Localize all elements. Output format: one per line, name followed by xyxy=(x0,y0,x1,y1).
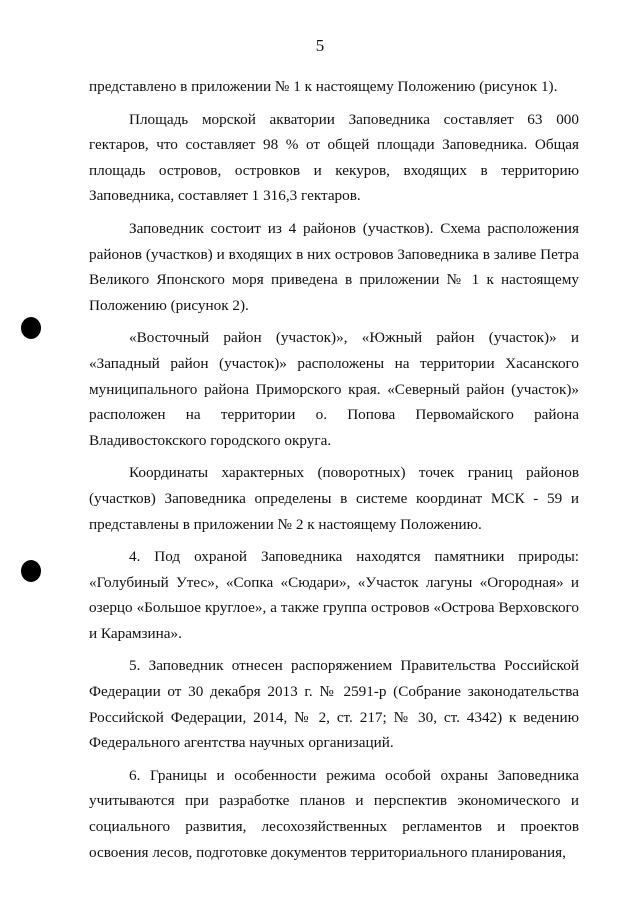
document-body xyxy=(89,74,579,872)
paragraph: представлено в приложении № 1 к настоящему Положению (рисунок 1). xyxy=(89,78,558,95)
paragraph: Заповедник состоит из 4 районов (участков). Схема расположения районов (участков) и входящих в них островов Заповедника в заливе Петра Великого Японского моря приведена в приложении № 1 к настоящему Положению (рисунок 2). xyxy=(89,219,579,314)
punch-hole xyxy=(21,317,41,339)
paragraph: 6. Границы и особенности режима особой охраны Заповедника учитываются при разработке планов и перспектив экономического и социального развития, лесохозяйственных регламентов и проектов освоения лесов, подготовке документов территориального планирования, xyxy=(89,766,579,861)
paragraph: Координаты характерных (поворотных) точек границ районов (участков) Заповедника определены в системе координат МСК - 59 и представлены в приложении № 2 к настоящему Положению. xyxy=(89,464,579,533)
paragraph: Площадь морской акватории Заповедника составляет 63 000 гектаров, что составляет 98 % от общей площади Заповедника. Общая площадь островов, островков и кекуров, входящих в территорию Заповедника, составляет 1 316,3 гектаров. xyxy=(89,110,579,205)
paragraph: «Восточный район (участок)», «Южный район (участок)» и «Западный район (участок)» расположены на территории Хасанского муниципального района Приморского края. «Северный район (участок)» расположен на территории о. Попова Первомайского района Владивостокского городского округа. xyxy=(89,329,579,449)
paragraph: 4. Под охраной Заповедника находятся памятники природы: «Голубиный Утес», «Сопка «Сюдари», «Участок лагуны «Огородная» и озерцо «Большое круглое», а также группа островов «Острова Верховского и Карамзина». xyxy=(89,548,579,642)
paragraph: 5. Заповедник отнесен распоряжением Правительства Российской Федерации от 30 декабря 2013 г. № 2591-р (Собрание законодательства Российской Федерации, 2014, № 2, ст. 217; № 30, ст. 4342) к ведению Федерального агентства научных организаций. xyxy=(89,657,579,752)
page-number: 5 xyxy=(315,36,325,55)
punch-hole xyxy=(21,560,41,582)
